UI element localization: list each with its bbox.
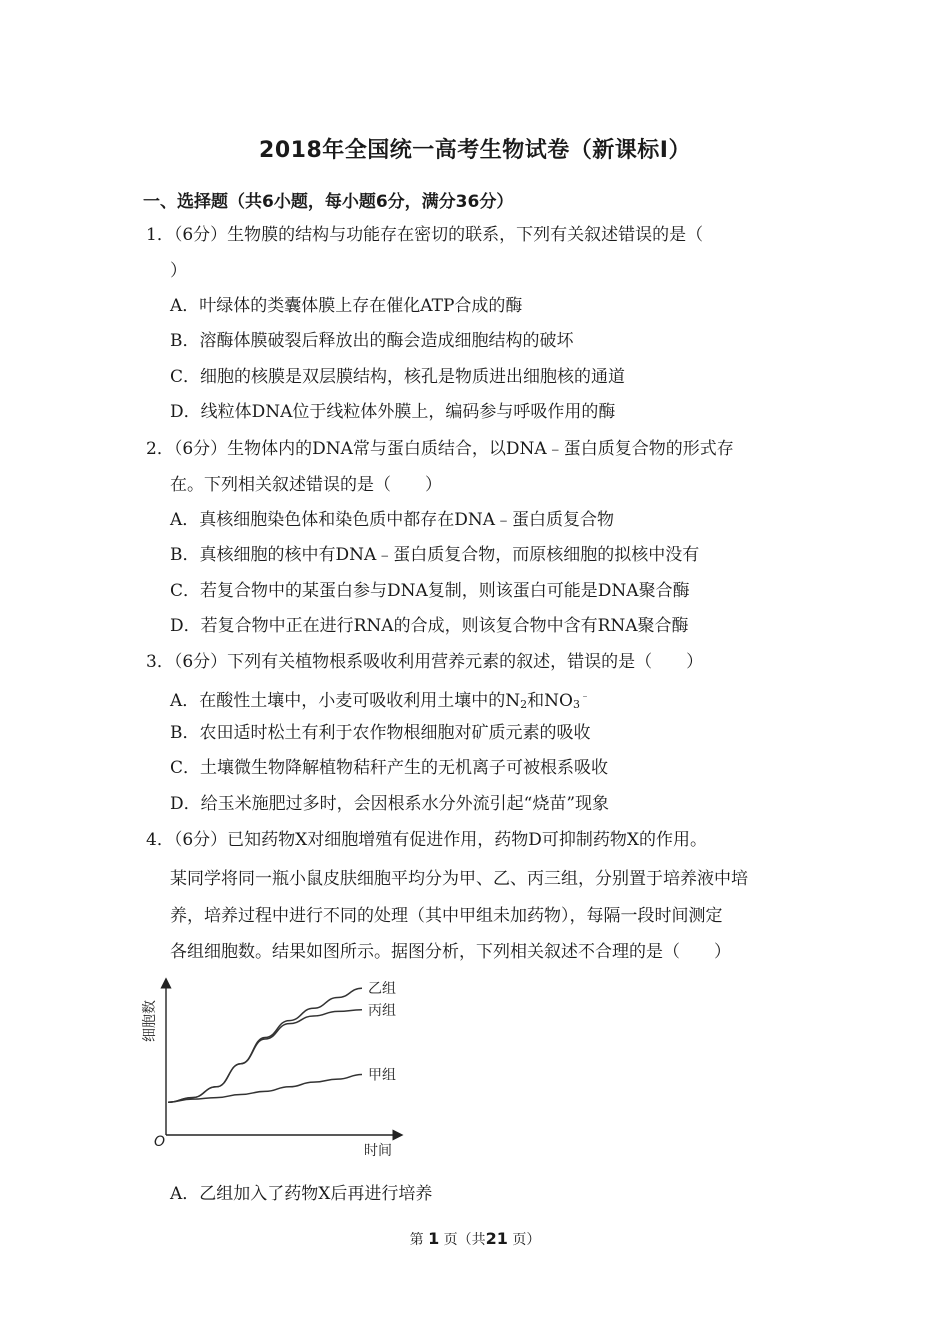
question-3-option-d: D．给玉米施肥过多时，会因根系水分外流引起“烧苗”现象 [170,794,610,814]
series-line-1 [168,988,362,1102]
page-title: 2018年全国统一高考生物试卷（新课标Ⅰ） [259,138,691,163]
question-2-stem-cont: 在。下列相关叙述错误的是（ ） [170,475,442,495]
question-1-stem-cont: ） [170,261,187,281]
question-1-option-c: C．细胞的核膜是双层膜结构，核孔是物质进出细胞核的通道 [170,367,626,387]
question-3-option-a: A．在酸性土壤中，小麦可吸收利用土壤中的N2和NO3﹣ [170,691,590,711]
series-label-1: 乙组 [368,981,396,998]
question-4-stem-cont-1: 某同学将同一瓶小鼠皮肤细胞平均分为甲、乙、丙三组，分别置于培养液中培 [170,869,748,889]
section-heading: 一、选择题（共6小题，每小题6分，满分36分） [143,192,514,212]
question-2-option-d: D．若复合物中正在进行RNA的合成，则该复合物中含有RNA聚合酶 [170,616,689,636]
cell-growth-chart [140,975,420,1165]
question-2-option-c: C．若复合物中的某蛋白参与DNA复制，则该蛋白可能是DNA聚合酶 [170,581,690,601]
question-1-option-b: B．溶酶体膜破裂后释放出的酶会造成细胞结构的破坏 [170,331,574,351]
y-axis-label: 细胞数 [142,1000,158,1042]
series-line-3 [168,1074,362,1102]
series-label-3: 甲组 [368,1067,396,1084]
series-line-2 [168,1010,362,1102]
origin-label: O [154,1134,166,1150]
question-4-stem: 4．（6分）已知药物X对细胞增殖有促进作用，药物D可抑制药物X的作用。 [146,830,707,850]
x-axis-label: 时间 [364,1143,392,1159]
question-1-stem: 1．（6分）生物膜的结构与功能存在密切的联系，下列有关叙述错误的是（ [146,225,704,245]
question-4-stem-cont-3: 各组细胞数。结果如图所示。据图分析，下列相关叙述不合理的是（ ） [170,942,731,962]
question-2-option-b: B．真核细胞的核中有DNA﹣蛋白质复合物，而原核细胞的拟核中没有 [170,545,700,565]
question-2-stem: 2．（6分）生物体内的DNA常与蛋白质结合，以DNA﹣蛋白质复合物的形式存 [146,439,734,459]
page-footer: 第 1 页（共21 页） [409,1229,541,1248]
question-4-stem-cont-2: 养，培养过程中进行不同的处理（其中甲组未加药物），每隔一段时间测定 [170,906,723,926]
question-3-option-c: C．土壤微生物降解植物秸秆产生的无机离子可被根系吸收 [170,758,609,778]
question-1-option-a: A．叶绿体的类囊体膜上存在催化ATP合成的酶 [170,296,523,316]
question-3-option-b: B．农田适时松土有利于农作物根细胞对矿质元素的吸收 [170,723,591,743]
question-2-option-a: A．真核细胞染色体和染色质中都存在DNA﹣蛋白质复合物 [170,510,615,530]
series-label-2: 丙组 [368,1002,396,1019]
question-4-option-a: A．乙组加入了药物X后再进行培养 [170,1184,433,1204]
question-1-option-d: D．线粒体DNA位于线粒体外膜上，编码参与呼吸作用的酶 [170,402,616,422]
question-3-stem: 3．（6分）下列有关植物根系吸收利用营养元素的叙述，错误的是（ ） [146,652,704,672]
